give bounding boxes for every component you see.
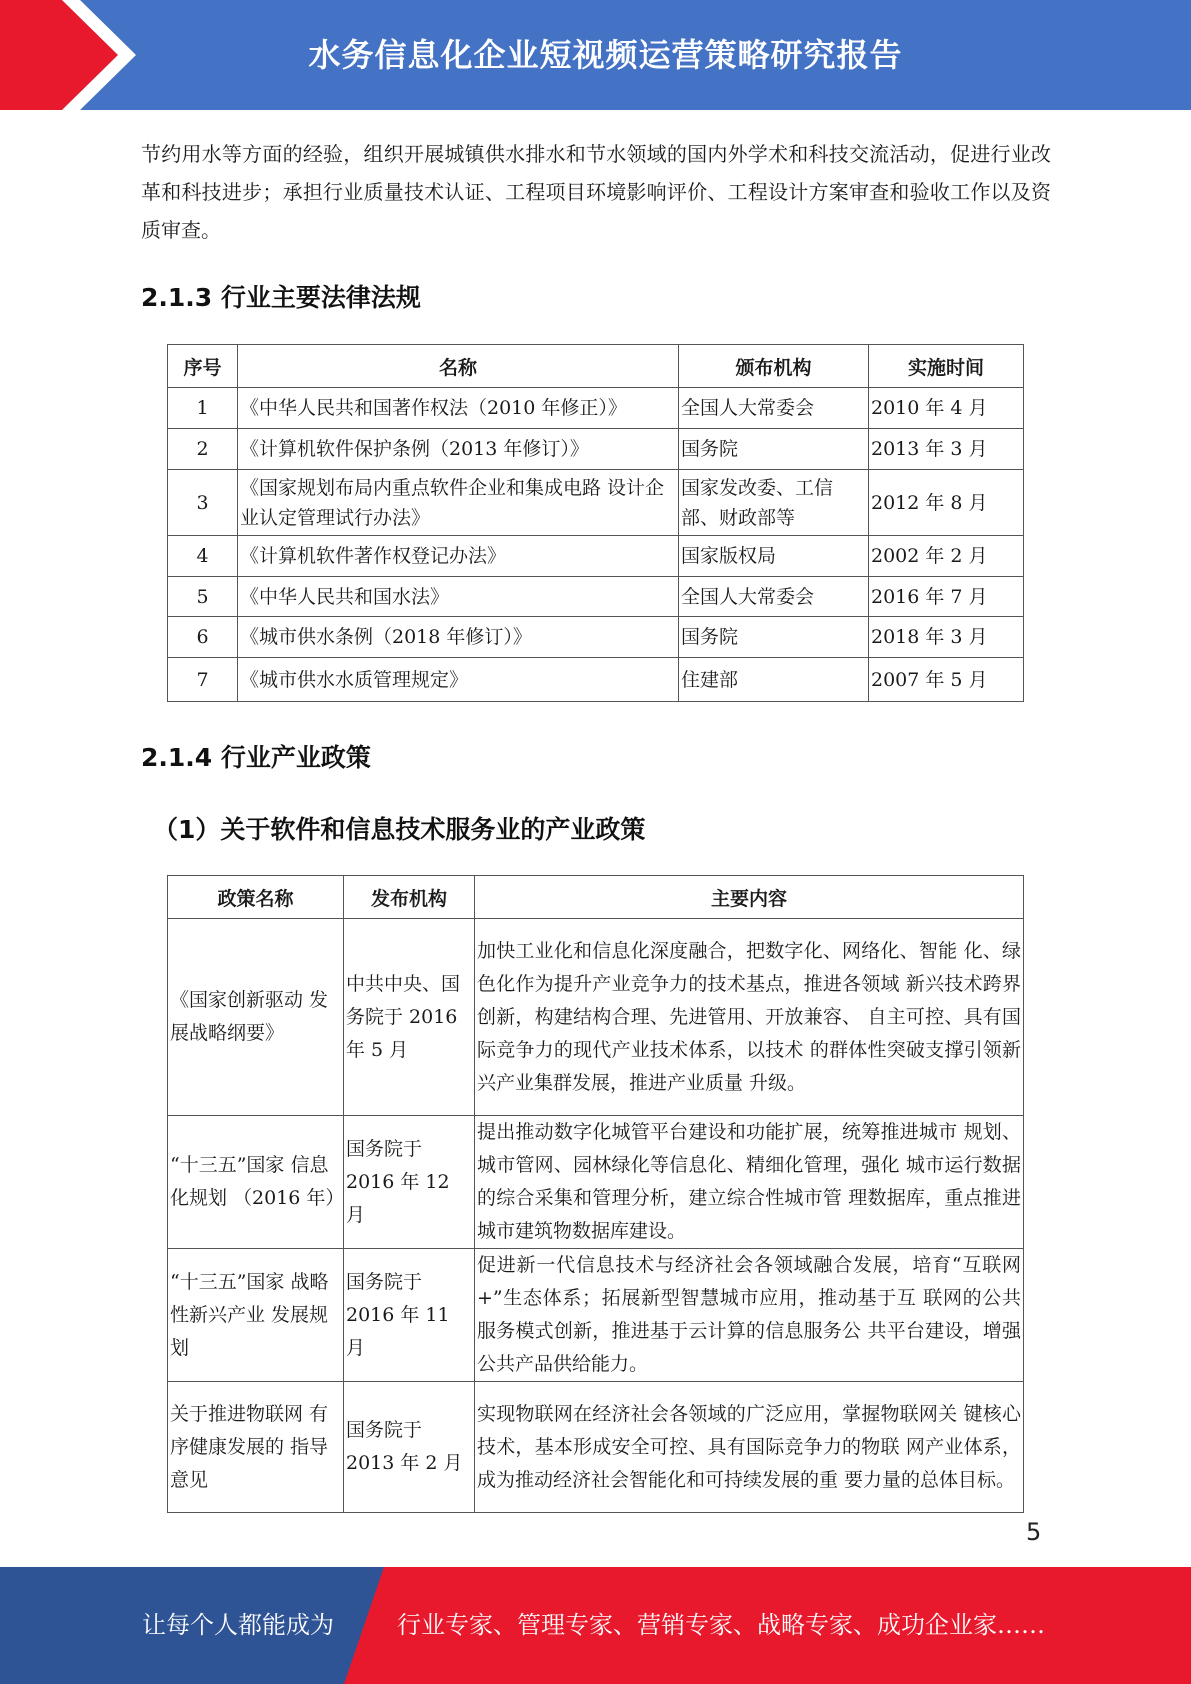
law-date: 2013 年 3 月	[869, 429, 1024, 470]
law-date: 2007 年 5 月	[869, 658, 1024, 702]
law-no: 1	[168, 388, 238, 429]
law-name: 《城市供水条例（2018 年修订）》	[238, 617, 679, 658]
policy-col-agency: 发布机构	[344, 876, 475, 919]
law-name: 《计算机软件保护条例（2013 年修订）》	[238, 429, 679, 470]
table-row	[168, 536, 1024, 577]
page-footer-banner	[0, 1567, 1191, 1684]
law-col-date: 实施时间	[869, 345, 1024, 388]
law-no: 5	[168, 577, 238, 617]
page-number: 5	[1026, 1518, 1042, 1546]
table-row	[168, 1382, 1024, 1513]
table-row	[168, 617, 1024, 658]
table-row	[168, 429, 1024, 470]
policy-table-header-row	[168, 876, 1024, 919]
law-col-no: 序号	[168, 345, 238, 388]
law-agency: 国家发改委、工信部、财政部等	[679, 470, 869, 536]
policy-col-content: 主要内容	[475, 876, 1024, 919]
law-table	[167, 344, 1024, 702]
subsection-heading-1: （1）关于软件和信息技术服务业的产业政策	[153, 815, 646, 844]
report-title: 水务信息化企业短视频运营策略研究报告	[308, 36, 903, 74]
policy-agency: 国务院于 2013 年 2 月	[344, 1382, 475, 1513]
policy-name: 《国家创新驱动 发展战略纲要》	[168, 919, 344, 1116]
law-name: 《计算机软件著作权登记办法》	[238, 536, 679, 577]
table-row	[168, 919, 1024, 1116]
intro-paragraph: 节约用水等方面的经验，组织开展城镇供水排水和节水领域的国内外学术和科技交流活动，促进行业改革和科技进步；承担行业质量技术认证、工程项目环境影响评价、工程设计方案审查和验收工作以及资质审查。	[141, 142, 1051, 242]
law-name: 《城市供水水质管理规定》	[238, 658, 679, 702]
law-no: 4	[168, 536, 238, 577]
policy-content: 加快工业化和信息化深度融合，把数字化、网络化、智能 化、绿色化作为提升产业竞争力的技术基点，推进各领域 新兴技术跨界创新，构建结构合理、先进管用、开放兼容、 自主可控、具有国际竞争力的现代产业技术体系，以技术 的群体性突破支撑引领新兴产业集群发展，推进产业质量 升级。	[475, 919, 1024, 1116]
law-no: 2	[168, 429, 238, 470]
table-row	[168, 658, 1024, 702]
footer-slogan-right: 行业专家、管理专家、营销专家、战略专家、成功企业家……	[397, 1611, 1045, 1639]
policy-name: “十三五”国家 战略性新兴产业 发展规划	[168, 1249, 344, 1382]
law-agency: 全国人大常委会	[679, 388, 869, 429]
law-agency: 国务院	[679, 429, 869, 470]
policy-content: 实现物联网在经济社会各领域的广泛应用，掌握物联网关 键核心技术，基本形成安全可控、具有国际竞争力的物联 网产业体系，成为推动经济社会智能化和可持续发展的重 要力量的总体目标。	[475, 1382, 1024, 1513]
policy-agency: 国务院于 2016 年 12 月	[344, 1116, 475, 1249]
section-heading-2-1-3: 2.1.3 行业主要法律法规	[141, 283, 421, 312]
law-col-agency: 颁布机构	[679, 345, 869, 388]
table-row	[168, 470, 1024, 536]
law-date: 2010 年 4 月	[869, 388, 1024, 429]
law-no: 6	[168, 617, 238, 658]
section-heading-2-1-4: 2.1.4 行业产业政策	[141, 743, 371, 772]
policy-table	[167, 875, 1024, 1513]
policy-content: 促进新一代信息技术与经济社会各领域融合发展，培育“互联网+”生态体系；拓展新型智慧城市应用，推动基于互 联网的公共服务模式创新，推进基于云计算的信息服务公 共平台建设，增强公共产品供给能力。	[475, 1249, 1024, 1382]
policy-col-name: 政策名称	[168, 876, 344, 919]
law-name: 《中华人民共和国著作权法（2010 年修正）》	[238, 388, 679, 429]
policy-agency: 中共中央、国务院于 2016 年 5 月	[344, 919, 475, 1116]
law-no: 3	[168, 470, 238, 536]
law-agency: 全国人大常委会	[679, 577, 869, 617]
law-date: 2018 年 3 月	[869, 617, 1024, 658]
law-col-name: 名称	[238, 345, 679, 388]
law-agency: 国家版权局	[679, 536, 869, 577]
page-header-banner	[0, 0, 1191, 110]
policy-agency: 国务院于 2016 年 11 月	[344, 1249, 475, 1382]
law-date: 2016 年 7 月	[869, 577, 1024, 617]
table-row	[168, 577, 1024, 617]
law-table-header-row	[168, 345, 1024, 388]
law-agency: 住建部	[679, 658, 869, 702]
policy-name: “十三五”国家 信息化规划 （2016 年）	[168, 1116, 344, 1249]
table-row	[168, 388, 1024, 429]
table-row	[168, 1116, 1024, 1249]
policy-name: 关于推进物联网 有序健康发展的 指导意见	[168, 1382, 344, 1513]
table-row	[168, 1249, 1024, 1382]
law-date: 2012 年 8 月	[869, 470, 1024, 536]
footer-slogan-left: 让每个人都能成为	[142, 1611, 334, 1639]
law-no: 7	[168, 658, 238, 702]
law-name: 《中华人民共和国水法》	[238, 577, 679, 617]
law-name: 《国家规划布局内重点软件企业和集成电路 设计企业认定管理试行办法》	[238, 470, 679, 536]
law-date: 2002 年 2 月	[869, 536, 1024, 577]
law-agency: 国务院	[679, 617, 869, 658]
policy-content: 提出推动数字化城管平台建设和功能扩展，统筹推进城市 规划、城市管网、园林绿化等信息化、精细化管理，强化 城市运行数据的综合采集和管理分析，建立综合性城市管 理数据库，重点推进城市建筑物数据库建设。	[475, 1116, 1024, 1249]
